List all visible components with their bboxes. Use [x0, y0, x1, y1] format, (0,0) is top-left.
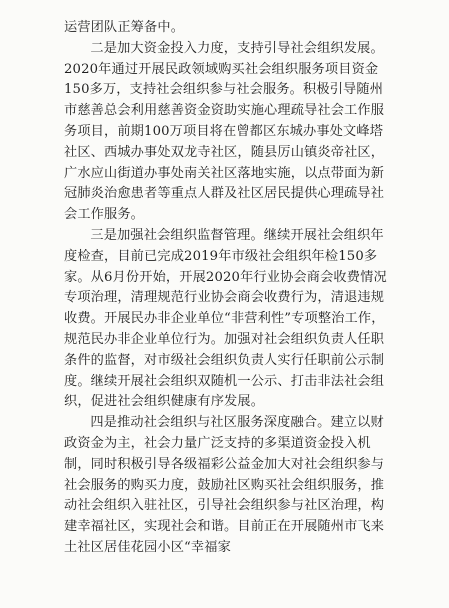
paragraph-continuation: 运营团队正筹备中。	[64, 20, 185, 35]
paragraph-supervision: 三是加强社会组织监督管理。继续开展社会组织年度检查，目前已完成2019年市级社会组织年检150多家。从6月份开始，开展2020年行业协会商会收费情况专项治理，清理规范行业协会商会收费行为，清退违规收费。开展民办非企业单位“非营利性”专项整治工作，规范民办非企业单位行为。加强对社会组织负责人任职条件的监督，对市级社会组织负责人实行任职前公示制度。继续开展社会组织双随机一公示、打击非法社会组织，促进社会组织健康有序发展。	[64, 227, 387, 410]
document-body	[64, 18, 396, 559]
paragraph-funding: 二是加大资金投入力度，支持引导社会组织发展。2020年通过开展民政领域购买社会组织服务项目资金150多万，支持社会组织参与社会服务。积极引导随州市慈善总会利用慈善资金资助实施心理疏导社会工作服务项目，前期100万项目将在曾都区东城办事处文峰塔社区、西城办事处双龙寺社区，随县厉山镇炎帝社区，广水应山街道办事处南关社区落地实施，以点带面为新冠肺炎治愈患者等重点人群及社区居民提供心理疏导社会工作服务。	[64, 40, 385, 223]
paragraph-community-integration: 四是推动社会组织与社区服务深度融合。建立以财政资金为主，社会力量广泛支持的多渠道资金投入机制，同时积极引导各级福彩公益金加大对社会组织参与社会服务的购买力度，鼓励社区购买社会组织服务，推动社会组织入驻社区，引导社会组织参与社区治理，构建幸福社区，实现社会和谐。目前正在开展随州市飞来土社区居佳花园小区“幸福家	[64, 415, 385, 555]
